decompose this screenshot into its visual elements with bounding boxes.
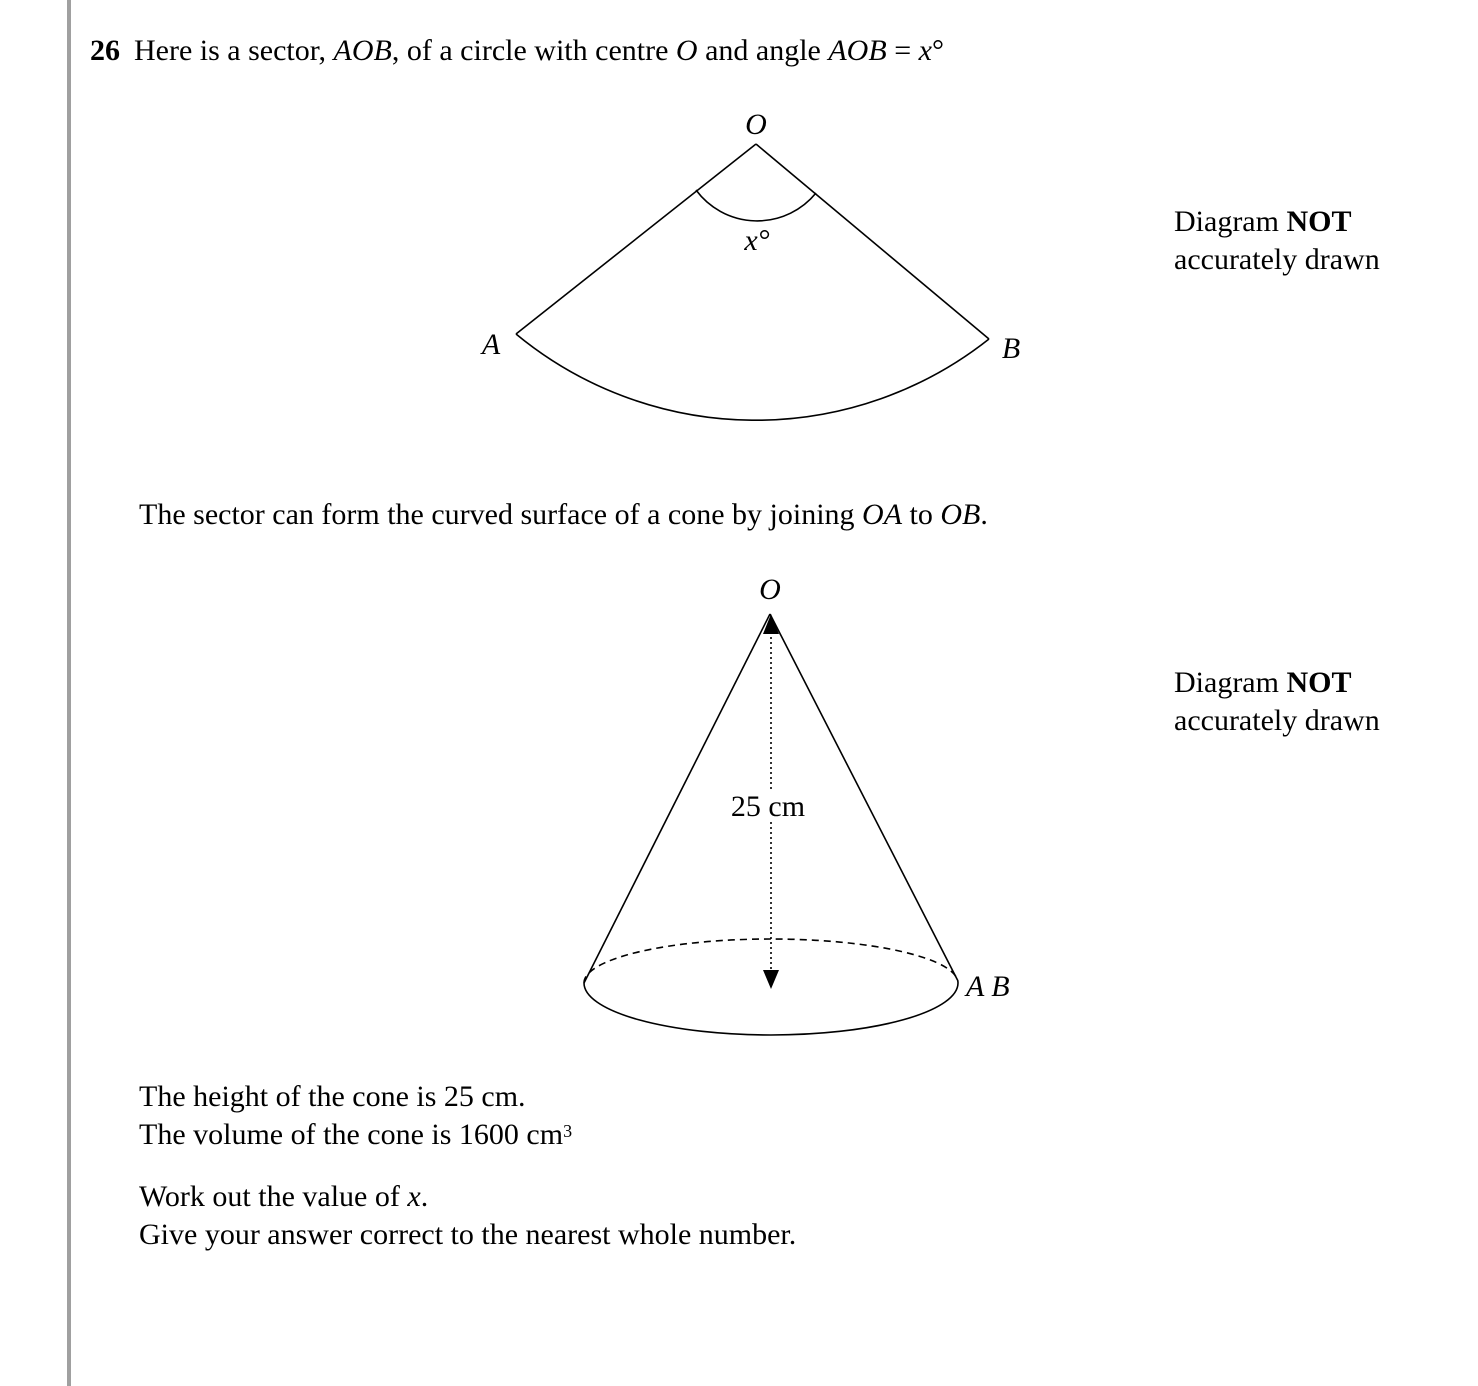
- sector-label-o: O: [745, 108, 767, 141]
- question-text: 26 Here is a sector, AOB, of a circle with centre O and angle AOB = x°: [90, 34, 944, 67]
- task-line-1: Work out the value of x.: [139, 1180, 429, 1213]
- sector-diagram-note: Diagram NOT accurately drawn: [1174, 205, 1380, 276]
- cone-label-ab: A B: [966, 970, 1010, 1003]
- sector-label-a: A: [481, 328, 501, 361]
- question-number: 26: [90, 34, 120, 67]
- cone-height-arrow-bottom: [763, 970, 779, 989]
- cone-height-label: 25 cm: [730, 790, 806, 823]
- facts-block: [139, 1078, 572, 1154]
- task-line-2: Give your answer correct to the nearest whole number.: [139, 1218, 797, 1251]
- cone-label-o: O: [759, 573, 781, 606]
- cone-diagram-note: Diagram NOT accurately drawn: [1174, 666, 1380, 737]
- cone-base-front: [584, 983, 958, 1035]
- task-block: [139, 1178, 796, 1254]
- sector-angle-label: x°: [744, 224, 770, 257]
- height-fact: The height of the cone is 25 cm.: [139, 1080, 526, 1113]
- sector-label-b: B: [1001, 332, 1021, 365]
- cone-sentence: The sector can form the curved surface of a cone by joining OA to OB.: [139, 498, 988, 531]
- volume-fact: The volume of the cone is 1600 $cm^3$: [139, 1118, 573, 1151]
